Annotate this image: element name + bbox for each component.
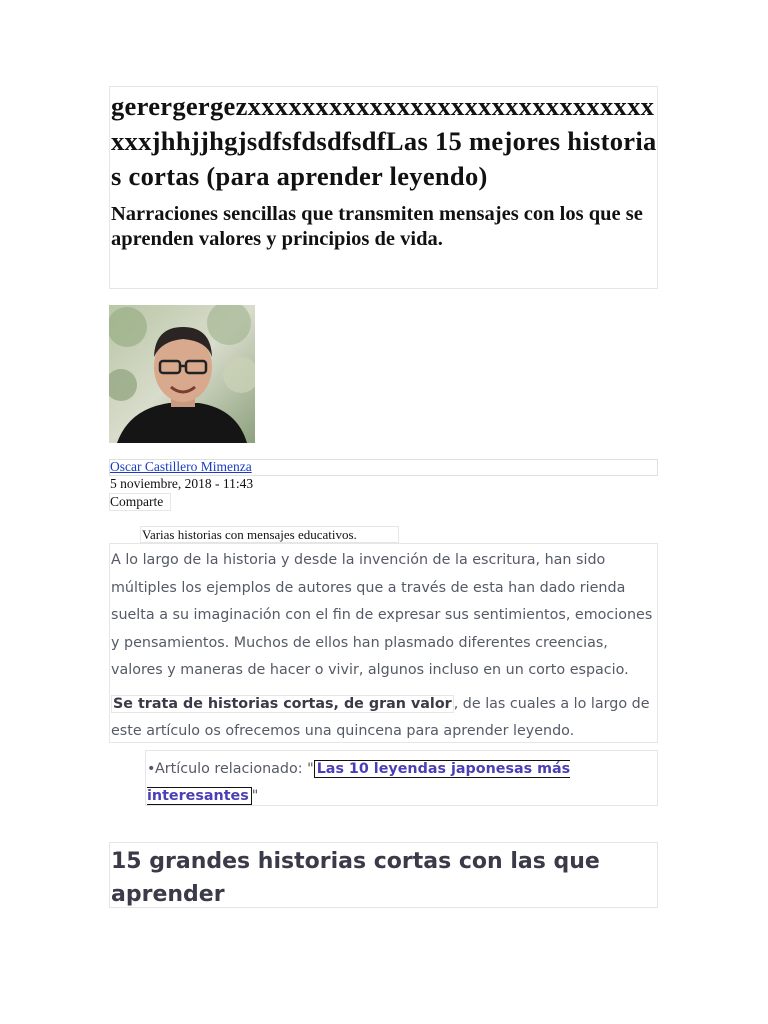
- publish-date: 5 noviembre, 2018 - 11:43: [110, 476, 254, 491]
- author-row: [109, 459, 658, 476]
- related-article-box: [145, 750, 658, 806]
- share-label[interactable]: Comparte: [110, 494, 164, 509]
- paragraph-2-rest: , de las cuales a lo largo de este artículo os ofrecemos una quincena para aprender leyendo.: [111, 695, 650, 739]
- image-caption-box: [140, 526, 399, 543]
- section-heading: 15 grandes historias cortas con las que aprender: [111, 849, 600, 907]
- section-heading-box: [109, 842, 658, 908]
- paragraph-2: [111, 691, 657, 746]
- author-photo: [109, 305, 255, 443]
- related-link[interactable]: Las 10 leyendas japonesas más interesantes: [147, 761, 571, 804]
- title-block: [109, 86, 658, 289]
- article-title: gerergergezxxxxxxxxxxxxxxxxxxxxxxxxxxxxxxxxxjhhjjhgjsdfsfdsdfsdfLas 15 mejores historias cortas (para aprender leyendo): [111, 91, 657, 191]
- author-link[interactable]: Oscar Castillero Mimenza: [110, 459, 252, 474]
- bullet: •: [147, 761, 156, 777]
- article-body: [109, 543, 658, 743]
- paragraph-1: A lo largo de la historia y desde la invención de la escritura, han sido múltiples los ejemplos de autores que a través de esta han dado rienda suelta a su imaginación con el fin de expresar sus sentimientos, emociones y pensamientos. Muchos de ellos han plasmado diferentes creencias, valores y maneras de hacer o vivir, algunos incluso en un corto espacio.: [111, 552, 653, 678]
- related-suffix: ": [251, 788, 259, 804]
- share-row: [109, 493, 171, 511]
- related-article: [147, 756, 652, 810]
- related-prefix: Artículo relacionado: ": [155, 761, 314, 777]
- image-caption: Varias historias con mensajes educativos.: [142, 527, 357, 542]
- article-subtitle: Narraciones sencillas que transmiten mensajes con los que se aprenden valores y principios de vida.: [111, 203, 643, 250]
- paragraph-2-bold: Se trata de historias cortas, de gran valor: [113, 695, 452, 712]
